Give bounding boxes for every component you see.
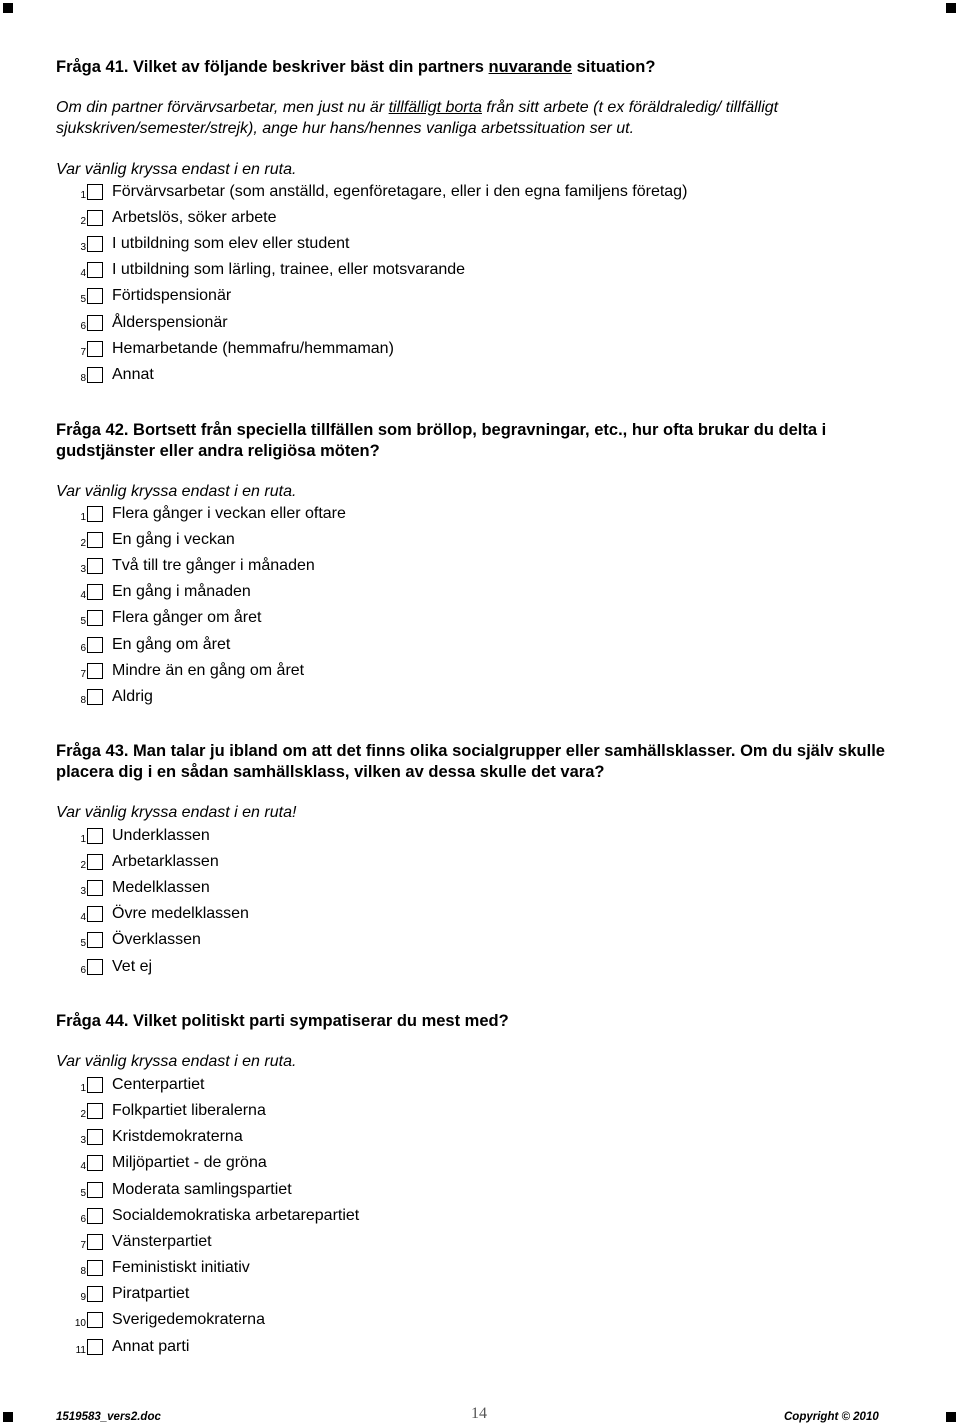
answer-option[interactable] bbox=[56, 851, 219, 873]
answer-option[interactable] bbox=[56, 1126, 243, 1148]
footer-page-number: 14 bbox=[471, 1405, 487, 1422]
option-number: 6 bbox=[80, 642, 86, 654]
answer-option[interactable] bbox=[56, 1074, 205, 1096]
answer-checkbox[interactable] bbox=[87, 1077, 103, 1093]
answer-checkbox[interactable] bbox=[87, 689, 103, 705]
option-number: 5 bbox=[80, 1187, 86, 1199]
option-label: Underklassen bbox=[112, 827, 210, 844]
question-41-instruction: Var vänlig kryssa endast i en ruta. bbox=[56, 161, 297, 178]
answer-option[interactable] bbox=[56, 555, 315, 577]
question-41-intro-start: Om din partner förvärvsarbetar, men just nu är bbox=[56, 99, 389, 116]
corner-mark-bottom-right bbox=[946, 1412, 956, 1422]
corner-mark-top-right bbox=[946, 3, 956, 13]
question-41-intro-end: från sitt arbete (t ex föräldraledig/ tillfälligt sjukskriven/semester/strejk), ange hur hans/hennes vanliga arbetssituation ser ut. bbox=[56, 99, 779, 137]
option-label: Mindre än en gång om året bbox=[112, 661, 305, 679]
answer-option[interactable] bbox=[56, 929, 201, 951]
option-label: Flera gånger i veckan eller oftare bbox=[112, 505, 346, 522]
answer-option[interactable] bbox=[56, 1100, 266, 1122]
answer-checkbox[interactable] bbox=[87, 1155, 103, 1171]
option-label: Centerpartiet bbox=[112, 1076, 205, 1093]
answer-checkbox[interactable] bbox=[87, 1103, 103, 1119]
option-number: 3 bbox=[80, 1135, 86, 1147]
option-label: Flera gånger om året bbox=[112, 609, 262, 627]
question-43-title: Fråga 43. Man talar ju ibland om att det finns olika socialgrupper eller samhällsklasser. Om du själv skulle placera dig i en sådan samhällsklass, vilken av dessa skulle det vara? bbox=[56, 742, 885, 781]
option-number: 1 bbox=[80, 1083, 86, 1094]
option-number: 7 bbox=[80, 346, 86, 358]
option-number: 2 bbox=[80, 1109, 86, 1121]
answer-option[interactable] bbox=[56, 877, 210, 899]
option-number: 2 bbox=[80, 216, 86, 228]
question-41-title-end: situation? bbox=[572, 58, 656, 76]
option-label: Ålderspensionär bbox=[112, 313, 228, 331]
option-label: Hemarbetande (hemmafru/hemmaman) bbox=[112, 339, 394, 357]
option-label: Piratpartiet bbox=[112, 1285, 190, 1303]
answer-option[interactable] bbox=[56, 660, 304, 682]
option-label: Övre medelklassen bbox=[112, 905, 249, 923]
option-label: Två till tre gånger i månaden bbox=[112, 557, 315, 575]
question-43-instruction: Var vänlig kryssa endast i en ruta! bbox=[56, 804, 297, 821]
option-number: 6 bbox=[80, 320, 86, 332]
answer-option[interactable] bbox=[56, 285, 231, 307]
option-label: Vet ej bbox=[112, 957, 153, 975]
answer-checkbox[interactable] bbox=[87, 288, 103, 304]
answer-checkbox[interactable] bbox=[87, 1234, 103, 1250]
option-label: Kristdemokraterna bbox=[112, 1128, 243, 1146]
option-label: En gång om året bbox=[112, 635, 231, 653]
answer-option[interactable] bbox=[56, 338, 394, 360]
option-label: Medelklassen bbox=[112, 879, 210, 897]
answer-option[interactable] bbox=[56, 634, 230, 656]
option-number: 4 bbox=[80, 912, 86, 924]
corner-mark-top-left bbox=[3, 3, 13, 13]
option-label: I utbildning som lärling, trainee, eller motsvarande bbox=[112, 261, 466, 279]
answer-checkbox[interactable] bbox=[87, 1208, 103, 1224]
answer-option[interactable] bbox=[56, 1179, 292, 1201]
answer-option[interactable] bbox=[56, 207, 277, 229]
answer-checkbox[interactable] bbox=[87, 262, 103, 278]
answer-checkbox[interactable] bbox=[87, 532, 103, 548]
option-number: 9 bbox=[80, 1292, 86, 1304]
answer-checkbox[interactable] bbox=[87, 506, 103, 522]
option-number: 7 bbox=[80, 668, 86, 680]
option-label: Socialdemokratiska arbetarepartiet bbox=[112, 1206, 360, 1224]
option-label: Arbetarklassen bbox=[112, 853, 219, 871]
option-number: 8 bbox=[80, 694, 86, 706]
answer-checkbox[interactable] bbox=[87, 880, 103, 896]
option-label: Aldrig bbox=[112, 687, 153, 705]
option-number: 4 bbox=[80, 1161, 86, 1173]
question-41-intro bbox=[56, 97, 906, 139]
answer-checkbox[interactable] bbox=[87, 1339, 103, 1355]
option-number: 1 bbox=[80, 190, 86, 201]
answer-checkbox[interactable] bbox=[87, 315, 103, 331]
corner-mark-bottom-left bbox=[3, 1412, 13, 1422]
answer-checkbox[interactable] bbox=[87, 1286, 103, 1302]
answer-checkbox[interactable] bbox=[87, 1129, 103, 1145]
answer-option[interactable] bbox=[56, 233, 349, 255]
question-44-title: Fråga 44. Vilket politiskt parti sympatiserar du mest med? bbox=[56, 1012, 509, 1030]
option-number: 8 bbox=[80, 1266, 86, 1278]
option-number: 4 bbox=[80, 590, 86, 602]
answer-checkbox[interactable] bbox=[87, 1312, 103, 1328]
answer-checkbox[interactable] bbox=[87, 906, 103, 922]
answer-checkbox[interactable] bbox=[87, 236, 103, 252]
option-label: Förtidspensionär bbox=[112, 287, 232, 305]
option-label: Överklassen bbox=[112, 931, 201, 949]
option-label: Moderata samlingspartiet bbox=[112, 1180, 292, 1198]
question-41-intro-emphasis: tillfälligt borta bbox=[388, 99, 482, 116]
answer-option[interactable] bbox=[56, 607, 261, 629]
option-number: 5 bbox=[80, 616, 86, 628]
answer-option[interactable] bbox=[56, 686, 153, 708]
answer-checkbox[interactable] bbox=[87, 341, 103, 357]
answer-checkbox[interactable] bbox=[87, 1260, 103, 1276]
option-label: Annat parti bbox=[112, 1337, 190, 1355]
answer-checkbox[interactable] bbox=[87, 558, 103, 574]
answer-checkbox[interactable] bbox=[87, 584, 103, 600]
answer-option[interactable] bbox=[56, 364, 154, 386]
option-number: 1 bbox=[80, 512, 86, 523]
question-41-title bbox=[56, 57, 655, 78]
answer-checkbox[interactable] bbox=[87, 663, 103, 679]
footer-document-id: 1519583_vers2.doc bbox=[56, 1411, 161, 1423]
option-label: En gång i månaden bbox=[112, 583, 251, 601]
answer-checkbox[interactable] bbox=[87, 1182, 103, 1198]
question-42-title: Fråga 42. Bortsett från speciella tillfällen som bröllop, begravningar, etc., hur ofta brukar du delta i gudstjänster eller andra religiösa möten? bbox=[56, 421, 827, 460]
footer-copyright: Copyright © 2010 bbox=[784, 1411, 879, 1423]
option-label: Sverigedemokraterna bbox=[112, 1311, 265, 1329]
answer-checkbox[interactable] bbox=[87, 367, 103, 383]
option-number: 8 bbox=[80, 372, 86, 384]
option-number: 1 bbox=[80, 834, 86, 845]
option-number: 5 bbox=[80, 938, 86, 950]
option-number: 10 bbox=[74, 1318, 86, 1330]
option-label: Folkpartiet liberalerna bbox=[112, 1102, 266, 1120]
option-number: 2 bbox=[80, 538, 86, 550]
option-number: 6 bbox=[80, 964, 86, 976]
answer-checkbox[interactable] bbox=[87, 610, 103, 626]
option-number: 3 bbox=[80, 886, 86, 898]
answer-option[interactable] bbox=[56, 1283, 189, 1305]
answer-option[interactable] bbox=[56, 1152, 267, 1174]
option-number: 2 bbox=[80, 860, 86, 872]
answer-checkbox[interactable] bbox=[87, 637, 103, 653]
answer-option[interactable] bbox=[56, 503, 346, 525]
option-label: Arbetslös, söker arbete bbox=[112, 209, 277, 227]
answer-option[interactable] bbox=[56, 581, 251, 603]
option-number: 11 bbox=[75, 1344, 86, 1356]
option-number: 4 bbox=[80, 268, 86, 280]
option-label: Miljöpartiet - de gröna bbox=[112, 1154, 267, 1172]
answer-option[interactable] bbox=[56, 1231, 212, 1253]
answer-checkbox[interactable] bbox=[87, 854, 103, 870]
answer-option[interactable] bbox=[56, 825, 210, 847]
option-label: I utbildning som elev eller student bbox=[112, 235, 350, 253]
answer-checkbox[interactable] bbox=[87, 210, 103, 226]
option-number: 3 bbox=[80, 242, 86, 254]
answer-checkbox[interactable] bbox=[87, 828, 103, 844]
answer-checkbox[interactable] bbox=[87, 184, 103, 200]
answer-option[interactable] bbox=[56, 1309, 265, 1331]
answer-option[interactable] bbox=[56, 312, 228, 334]
option-label: Feministiskt initiativ bbox=[112, 1259, 250, 1277]
option-number: 6 bbox=[80, 1213, 86, 1225]
answer-option[interactable] bbox=[56, 529, 235, 551]
answer-option[interactable] bbox=[56, 181, 687, 203]
answer-checkbox[interactable] bbox=[87, 959, 103, 975]
question-41-title-start: Fråga 41. Vilket av följande beskriver bäst din partners bbox=[56, 58, 489, 76]
question-41-title-emphasis: nuvarande bbox=[488, 58, 572, 76]
option-label: Förvärvsarbetar (som anställd, egenföretagare, eller i den egna familjens företag) bbox=[112, 183, 688, 200]
answer-option[interactable] bbox=[56, 956, 152, 978]
answer-checkbox[interactable] bbox=[87, 932, 103, 948]
answer-option[interactable] bbox=[56, 259, 465, 281]
option-label: Vänsterpartiet bbox=[112, 1232, 212, 1250]
option-number: 3 bbox=[80, 564, 86, 576]
question-44-instruction: Var vänlig kryssa endast i en ruta. bbox=[56, 1053, 297, 1070]
option-label: Annat bbox=[112, 365, 154, 383]
answer-option[interactable] bbox=[56, 903, 249, 925]
question-42-instruction: Var vänlig kryssa endast i en ruta. bbox=[56, 483, 297, 500]
answer-option[interactable] bbox=[56, 1336, 189, 1358]
answer-option[interactable] bbox=[56, 1257, 250, 1279]
answer-option[interactable] bbox=[56, 1205, 359, 1227]
option-number: 5 bbox=[80, 294, 86, 306]
option-label: En gång i veckan bbox=[112, 531, 235, 549]
option-number: 7 bbox=[80, 1239, 86, 1251]
